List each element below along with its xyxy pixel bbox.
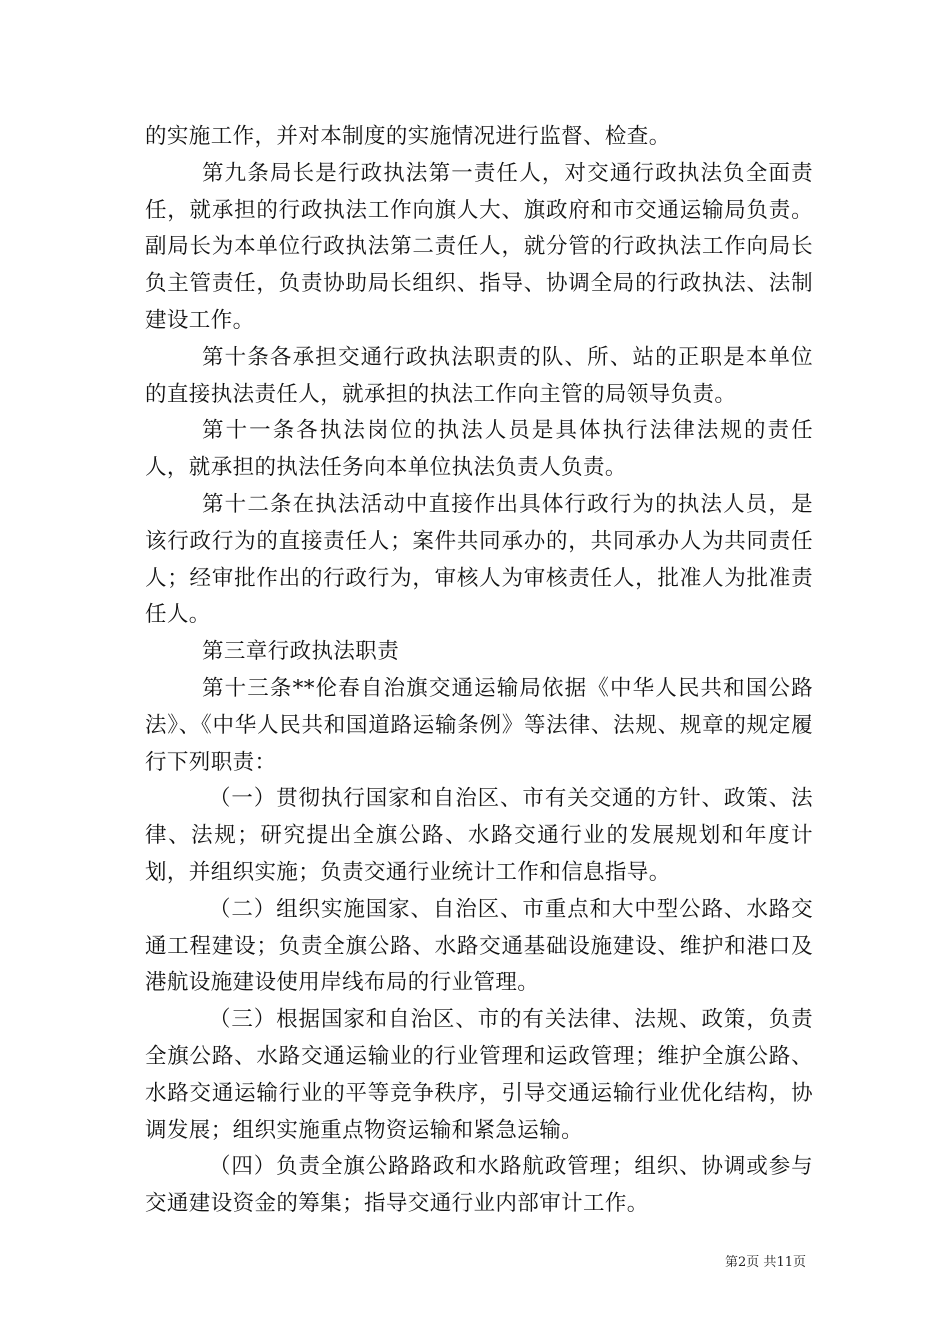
paragraph-continuation: 的实施工作，并对本制度的实施情况进行监督、检查。 [145,124,671,149]
paragraph-duty-3: （三）根据国家和自治区、市的有关法律、法规、政策，负责全旗公路、水路交通运输业的行业管理和运政管理；维护全旗公路、水路交通运输行业的平等竞争秩序，引导交通运输行业优化结构，协调发展；组织实施重点物资运输和紧急运输。 [145,1007,813,1143]
page-number-footer [725,1251,806,1270]
footer-total-pages: 11 [776,1255,793,1270]
document-body [145,119,813,1223]
footer-current-page: 2 [738,1255,747,1270]
paragraph-article-10: 第十条各承担交通行政执法职责的队、所、站的正职是本单位的直接执法责任人，就承担的执法工作向主管的局领导负责。 [145,344,813,407]
paragraph-article-11: 第十一条各执法岗位的执法人员是具体执行法律法规的责任人，就承担的执法任务向本单位执法负责人负责。 [145,418,813,481]
paragraph-article-13: 第十三条**伦春自治旗交通运输局依据《中华人民共和国公路法》、《中华人民共和国道路运输条例》等法律、法规、规章的规定履行下列职责： [145,675,813,775]
chapter-heading-3: 第三章行政执法职责 [202,639,400,665]
footer-prefix: 第 [725,1255,739,1270]
paragraph-duty-2: （二）组织实施国家、自治区、市重点和大中型公路、水路交通工程建设；负责全旗公路、水路交通基础设施建设、维护和港口及港航设施建设使用岸线布局的行业管理。 [145,896,813,996]
footer-middle: 页 共 [746,1255,777,1270]
footer-suffix: 页 [792,1255,806,1270]
paragraph-duty-1: （一）贯彻执行国家和自治区、市有关交通的方针、政策、法律、法规；研究提出全旗公路、水路交通行业的发展规划和年度计划，并组织实施；负责交通行业统计工作和信息指导。 [145,786,813,885]
paragraph-article-12: 第十二条在执法活动中直接作出具体行政行为的执法人员，是该行政行为的直接责任人；案件共同承办的，共同承办人为共同责任人；经审批作出的行政行为，审核人为审核责任人，批准人为批准责任人。 [145,491,813,628]
paragraph-article-9: 第九条局长是行政执法第一责任人，对交通行政执法负全面责任，就承担的行政执法工作向旗人大、旗政府和市交通运输局负责。副局长为本单位行政执法第二责任人，就分管的行政执法工作向局长负主管责任，负责协助局长组织、指导、协调全局的行政执法、法制建设工作。 [145,160,813,333]
paragraph-duty-4: （四）负责全旗公路路政和水路航政管理；组织、协调或参与交通建设资金的筹集；指导交通行业内部审计工作。 [145,1154,813,1217]
